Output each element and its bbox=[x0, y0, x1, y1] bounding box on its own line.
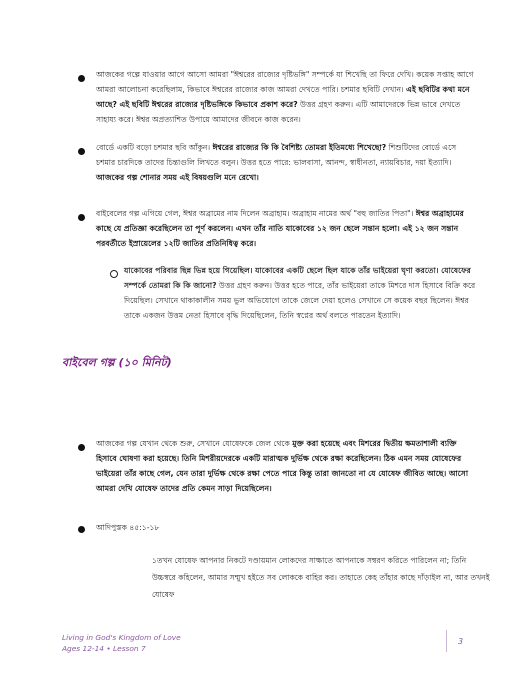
footer-course-info bbox=[62, 632, 181, 654]
bullet-point bbox=[78, 526, 85, 533]
paragraph-bold-text: মুক্ত করা হয়েছে এবং মিশরের দ্বিতীয় ক্ষমতাশালী ব্যক্তি হিসাবে ঘোষণা করা হয়েছে। তিনি মিশরীয়দেরকে একটি মারাত্মক দুর্ভিক্ষ থেকে রক্ষা করেছিলেন। ঠিক এমন সময় যোষেফের ভাইয়েরা তাঁর কাছে গেল, যেন তারা দুর্ভিক্ষ থেকে রক্ষা পেতে পারে কিন্তু তারা জানতো না যে যোষেফ জীবিত আছে। আসো আমরা দেখি যোষেফ তাদের প্রতি কেমন সাড়া দিয়েছিলেন। bbox=[96, 439, 469, 493]
paragraph-text: আজকের গল্প যেখান থেকে শুরু, সেখানে যোষেফকে জেল থেকে bbox=[96, 439, 290, 448]
bullet-point bbox=[78, 148, 85, 155]
footer-divider bbox=[446, 630, 447, 652]
paragraph-text: বোর্ডে একটি বড়ো চশমার ছবি আঁকুন। bbox=[96, 143, 211, 152]
bullet-point bbox=[78, 75, 85, 82]
bullet-point bbox=[78, 214, 85, 221]
paragraph-story bbox=[96, 436, 476, 496]
scripture-text: ১তখন যোষেফ আপনার নিকটে দণ্ডায়মান লোকদের সাক্ষাতে আপনাকে সম্বরণ করিতে পারিলেন না; তিনি উচ্চস্বরে কহিলেন, আমার সম্মুখ হইতে সব লোককে বাহির কর। তাহাতে কেহ তাঁহার কাছে দাঁড়াইল না, আর তখনই যোষেফ bbox=[152, 556, 490, 599]
paragraph-bold-text: ঈশ্বরের রাজ্যের কি কি বৈশিষ্ট্য তোমরা ইতিমধ্যে শিখেছো? bbox=[212, 143, 387, 152]
paragraph-review bbox=[96, 67, 476, 127]
page-number: 3 bbox=[458, 637, 464, 646]
paragraph-text: আজকের গল্পে যাওয়ার আগে আসো আমরা "ঈশ্বরের রাজ্যের দৃষ্টিভঙ্গি" সম্পর্কে যা শিখেছি তা ফিরে দেখি। কয়েক সপ্তাহ আগে আমরা আলোচনা করেছিলাম, কিভাবে ঈশ্বরের রাজ্যের কাজ আমরা দেখতে পারি। চশমার ছবিটি দেখান। bbox=[96, 70, 474, 94]
paragraph-joseph-family bbox=[124, 263, 476, 323]
paragraph-bold-text: যাকোবের পরিবার ছিন্ন ভিন্ন হয়ে গিয়েছিল। যাকোবের একটি ছেলে ছিল যাকে তাঁর ভাইয়েরা ঘৃণা করতো। যোষেফের সম্পর্কে তোমরা কি কি জানো? bbox=[124, 266, 471, 290]
paragraph-text: শিশুটিদের বোর্ডে এসে চশমার চারদিকে তাদের চিন্তাগুলি লিখতে বলুন। উত্তর হতে পারে: ভালবাসা, আনন্দ, স্বাধীনতা, ন্যায়বিচার, দয়া ইত্যাদি। bbox=[96, 143, 457, 167]
paragraph-bold-text: ঈশ্বর অব্রাহামের কাছে যে প্রতিজ্ঞা করেছিলেন তা পূর্ণ করলেন। এখন তাঁর নাতি যাকোবের ১২ জন ছেলে সন্তান হলো। এই ১২ জন সন্তান পরবর্তীতে ইস্রায়েলের ১২টি জাতির প্রতিনিধিত্ব করে। bbox=[96, 209, 464, 248]
paragraph-bold-text: আজকের গল্প শোনার সময় এই বিষয়গুলি মনে রেখো। bbox=[96, 173, 259, 182]
sub-bullet-point bbox=[110, 270, 118, 278]
paragraph-text: উত্তর গ্রহণ করুন। উত্তর হতে পারে, তাঁর ভাইয়েরা তাকে মিশরে দাস হিসাবে বিক্রি করে দিয়েছিল। সেখানে থাকাকালীন সময় ভুল অভিযোগে তাকে জেলে দেয়া হলেও সেখানে সে কয়েক বছর ছিলেন। ঈশ্বর তাকে একজন উত্তম নেতা হিসাবে বৃদ্ধি দিয়েছিলেন, তিনি স্বপ্নের অর্থ বলতে পারতেন ইত্যাদি। bbox=[124, 281, 476, 320]
paragraph-text: উত্তর গ্রহণ করুন। এটি আমাদেরকে ভিন্ন ভাবে দেখতে সাহায্য করে। ঈশ্বর অপ্রত্যাশিত উপায়ে আমাদের জীবনে কাজ করেন। bbox=[96, 100, 461, 124]
footer-course-title: Living in God's Kingdom of Love bbox=[62, 633, 181, 642]
scripture-reference: আদিপুস্তক ৪৫:১-১৮ bbox=[96, 523, 160, 532]
bullet-point bbox=[78, 444, 85, 451]
section-heading: বাইবেল গল্প (১০ মিনিট) bbox=[62, 356, 172, 369]
footer-lesson-info: Ages 12-14 • Lesson 7 bbox=[62, 644, 146, 653]
paragraph-text: বাইবেলের গল্প এগিয়ে গেল, ঈশ্বর অব্রামের নাম দিলেন অব্রাহাম। অব্রাহাম নামের অর্থ "বহু জাতির পিতা"। bbox=[96, 209, 414, 218]
paragraph-bold-text: এই ছবিটির কথা মনে আছে? এই ছবিটি ঈশ্বরের রাজ্যের দৃষ্টিভঙ্গিকে কিভাবে প্রকাশ করে? bbox=[96, 85, 470, 109]
paragraph-glasses bbox=[96, 140, 476, 185]
paragraph-abraham bbox=[96, 206, 476, 251]
